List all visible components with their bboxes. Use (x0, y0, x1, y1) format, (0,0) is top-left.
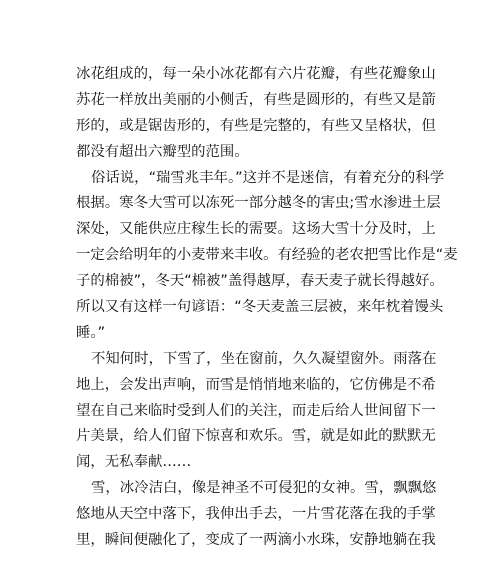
text-line: 闻，无私奉献…… (76, 454, 192, 471)
article-body (76, 62, 458, 554)
text-line: 子的棉被”，冬天“棉被”盖得越厚，春天麦子就长得越好。 (76, 273, 444, 290)
text-line: 地上，会发出声响，而雪是悄悄地来临的，它仿佛是不希 (76, 376, 436, 393)
text-line: 望在自己来临时受到人们的关注，而走后给人世间留下一 (76, 402, 436, 419)
text-line: 俗话说，“瑞雪兆丰年。”这并不是迷信，有着充分的科学 (91, 169, 445, 186)
text-line: 里，瞬间便融化了，变成了一两滴小水珠，安静地躺在我 (76, 532, 436, 549)
text-line: 悠地从天空中落下，我伸出手去，一片雪花落在我的手掌 (76, 506, 436, 523)
text-line: 雪，冰冷洁白，像是神圣不可侵犯的女神。雪，飘飘悠 (91, 480, 437, 497)
text-line: 片美景，给人们留下惊喜和欢乐。雪，就是如此的默默无 (76, 428, 436, 445)
text-line: 所以又有这样一句谚语：“冬天麦盖三层被，来年枕着馒头 (76, 299, 444, 316)
text-line: 不知何时，下雪了，坐在窗前，久久凝望窗外。雨落在 (91, 350, 437, 367)
text-line: 深处，又能供应庄稼生长的需要。这场大雪十分及时，上 (76, 221, 436, 238)
text-line: 苏花一样放出美丽的小侧舌，有些是圆形的，有些又是箭 (76, 91, 436, 108)
text-line: 睡。” (76, 324, 106, 341)
text-line: 一定会给明年的小麦带来丰收。有经验的老农把雪比作是“麦 (76, 247, 458, 264)
text-line: 根据。寒冬大雪可以冻死一部分越冬的害虫;雪水渗进土层 (76, 195, 441, 212)
text-line: 都没有超出六瓣型的范围。 (76, 143, 249, 160)
text-line: 形的，或是锯齿形的，有些是完整的，有些又呈格状，但 (76, 117, 436, 134)
text-line: 冰花组成的，每一朵小冰花都有六片花瓣，有些花瓣象山 (76, 66, 436, 82)
